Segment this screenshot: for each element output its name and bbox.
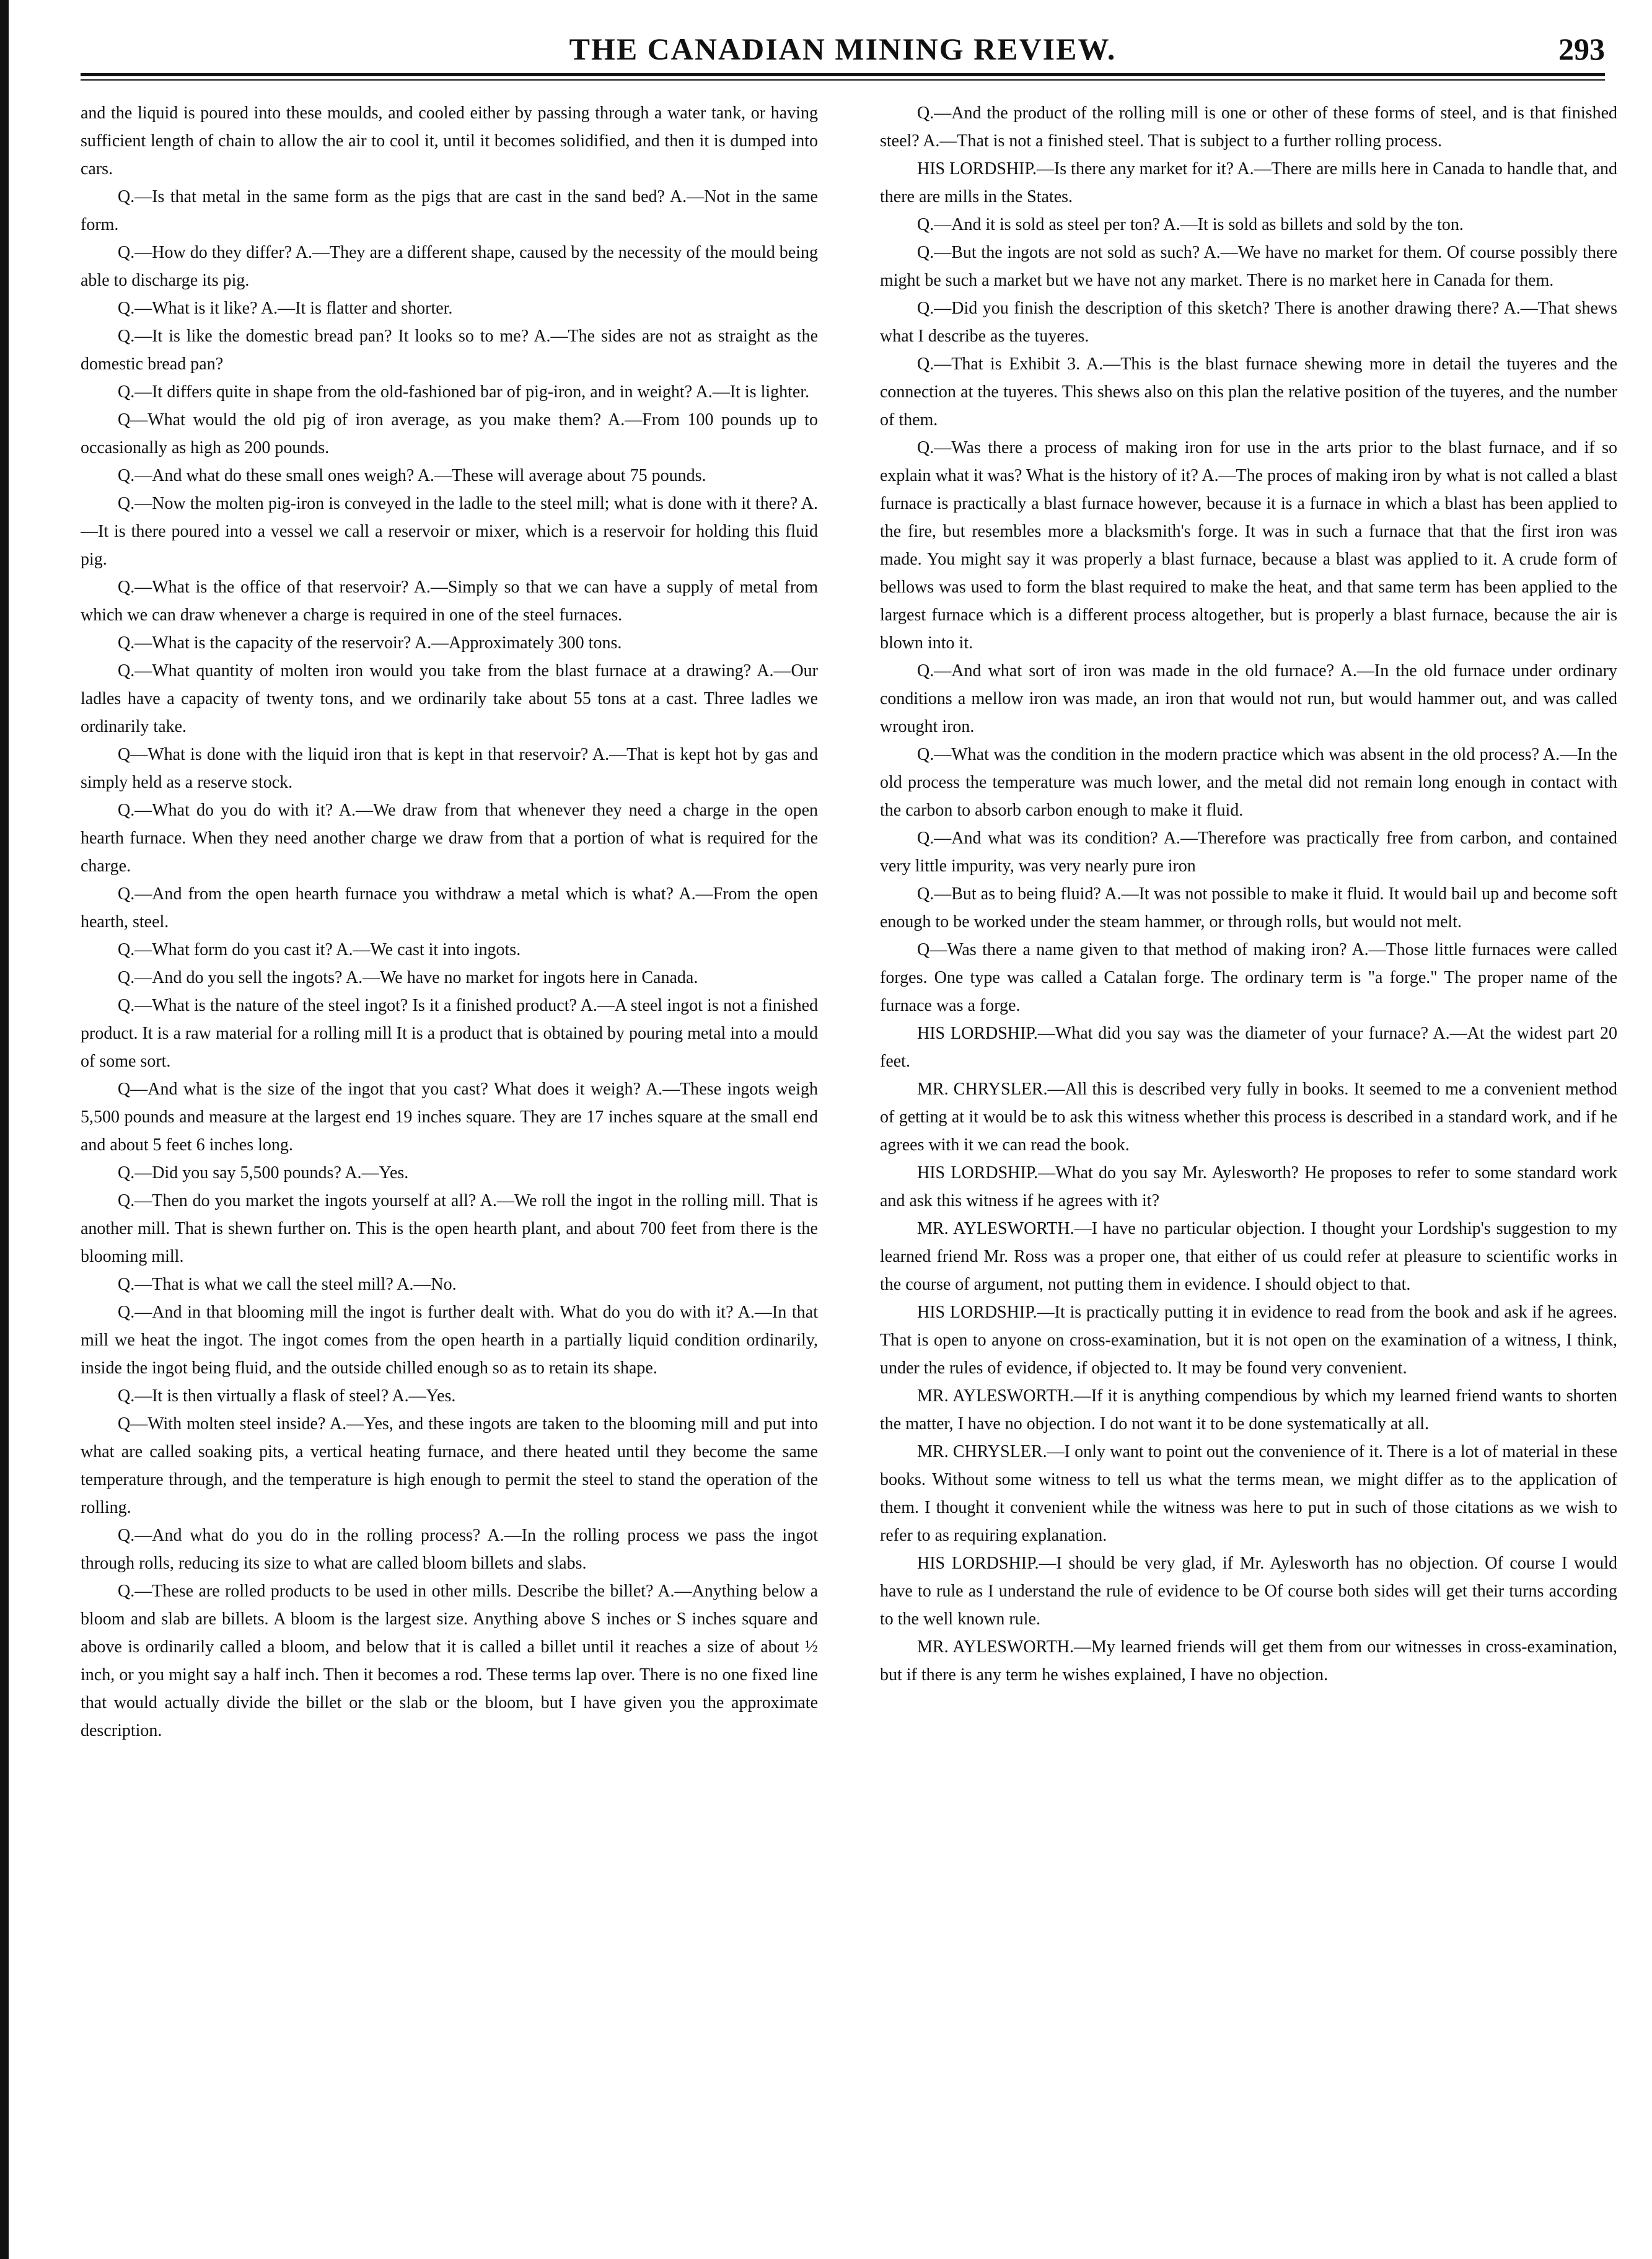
paragraph: Q.—Now the molten pig-iron is conveyed in the ladle to the steel mill; what is done with it there? A.—It is there poured into a vessel we call a reservoir or mixer, which is a reservoir for holding this fluid pig. — [81, 494, 818, 569]
paragraph: Q.—It is then virtually a flask of steel? A.—Yes. — [118, 1386, 456, 1406]
paragraph: MR. CHRYSLER.—I only want to point out the convenience of it. There is a lot of material in these books. Without some witness to tell us what the terms mean, we might differ as to the application of them. I thought it convenient while the witness was here to put in such of those citations as we wish to refer to as requiring explanation. — [880, 1442, 1617, 1545]
paragraph: Q—With molten steel inside? A.—Yes, and these ingots are taken to the blooming mill and put into what are called soaking pits, a vertical heating furnace, and there heated until they become the same temperature through, and the temperature is high enough to permit the steel to stand the operation of the rolling. — [81, 1414, 818, 1517]
paragraph: Q.—How do they differ? A.—They are a different shape, caused by the necessity of the mould being able to discharge its pig. — [81, 243, 818, 290]
paragraph: HIS LORDSHIP.—What did you say was the diameter of your furnace? A.—At the widest part 20 feet. — [880, 1024, 1617, 1071]
paragraph: MR. AYLESWORTH.—My learned friends will get them from our witnesses in cross-examination, but if there is any term he wishes explained, I have no objection. — [880, 1637, 1617, 1684]
paragraph: Q.—And what do these small ones weigh? A.—These will average about 75 pounds. — [118, 466, 706, 485]
paragraph: Q—What is done with the liquid iron that is kept in that reservoir? A.—That is kept hot by gas and simply held as a reserve stock. — [81, 745, 818, 792]
paragraph: Q.—But the ingots are not sold as such? A.—We have no market for them. Of course possibly there might be such a market but we have not any market. There is no market here in Canada for them. — [880, 243, 1617, 290]
paragraph: Q.—What is the capacity of the reservoir? A.—Approximately 300 tons. — [118, 633, 622, 653]
paragraph: Q.—Then do you market the ingots yourself at all? A.—We roll the ingot in the rolling mill. That is another mill. That is shewn further on. This is the open hearth plant, and about 700 feet from there is the blooming mill. — [81, 1191, 818, 1266]
paragraph: Q—And what is the size of the ingot that you cast? What does it weigh? A.—These ingots weigh 5,500 pounds and measure at the largest end 19 inches square. They are 17 inches square at the small end and about 5 feet 6 inches long. — [81, 1080, 818, 1155]
page-edge-rule — [0, 0, 9, 2259]
paragraph: Q.—What form do you cast it? A.—We cast it into ingots. — [118, 940, 521, 959]
paragraph: Q.—What do you do with it? A.—We draw from that whenever they need a charge in the open hearth furnace. When they need another charge we draw from that a portion of what is required for the charge. — [81, 801, 818, 876]
paragraph: Q.—It is like the domestic bread pan? It looks so to me? A.—The sides are not as straight as the domestic bread pan? — [81, 327, 818, 374]
paragraph: MR. AYLESWORTH.—If it is anything compendious by which my learned friend wants to shorten the matter, I have no objection. I do not want it to be done systematically at all. — [880, 1386, 1617, 1433]
right-column — [880, 99, 1617, 2231]
paragraph: Q.—And do you sell the ingots? A.—We have no market for ingots here in Canada. — [118, 968, 698, 987]
paragraph: Q.—And in that blooming mill the ingot is further dealt with. What do you do with it? A.—In that mill we heat the ingot. The ingot comes from the open hearth in a partially liquid condition ordinarily, inside the ingot being fluid, and the outside chilled enough so as to retain its shape. — [81, 1303, 818, 1378]
paragraph: Q.—And the product of the rolling mill is one or other of these forms of steel, and is that finished steel? A.—That is not a finished steel. That is subject to a further rolling process. — [880, 103, 1617, 151]
paragraph: Q.—Did you finish the description of this sketch? There is another drawing there? A.—That shews what I describe as the tuyeres. — [880, 299, 1617, 346]
paragraph: Q—Was there a name given to that method of making iron? A.—Those little furnaces were called forges. One type was called a Catalan forge. The ordinary term is "a forge." The proper name of the furnace was a forge. — [880, 940, 1617, 1015]
left-column — [81, 99, 818, 2231]
paragraph: Q.—It differs quite in shape from the old-fashioned bar of pig-iron, and in weight? A.—It is lighter. — [118, 382, 810, 402]
paragraph: Q.—That is Exhibit 3. A.—This is the blast furnace shewing more in detail the tuyeres and the connection at the tuyeres. This shews also on this plan the relative position of the tuyeres, and the number of them. — [880, 354, 1617, 429]
paragraph: Q.—What was the condition in the modern practice which was absent in the old process? A.—In the old process the temperature was much lower, and the metal did not remain long enough in contact with the carbon to absorb carbon enough to make it fluid. — [880, 745, 1617, 820]
paragraph: Q.—That is what we call the steel mill? A.—No. — [118, 1275, 457, 1294]
paragraph: Q.—And what sort of iron was made in the old furnace? A.—In the old furnace under ordinary conditions a mellow iron was made, an iron that would not run, but would hammer out, and was called wrought iron. — [880, 661, 1617, 736]
page-number: 293 — [1558, 32, 1605, 66]
paragraph: Q.—What is the office of that reservoir? A.—Simply so that we can have a supply of metal from which we can draw whenever a charge is required in one of the steel furnaces. — [81, 578, 818, 625]
paragraph: Q.—And it is sold as steel per ton? A.—It is sold as billets and sold by the ton. — [917, 215, 1464, 234]
paragraph: MR. CHRYSLER.—All this is described very fully in books. It seemed to me a convenient method of getting at it would be to ask this witness whether this process is described in a standard work, and if he agrees with it we can read the book. — [880, 1080, 1617, 1155]
header-rule-thick — [81, 73, 1605, 76]
paragraph: Q.—What is the nature of the steel ingot? Is it a finished product? A.—A steel ingot is not a finished product. It is a raw material for a rolling mill It is a product that is obtained by pouring metal into a mould of some sort. — [81, 996, 818, 1071]
paragraph: HIS LORDSHIP.—Is there any market for it? A.—There are mills here in Canada to handle that, and there are mills in the States. — [880, 159, 1617, 206]
paragraph: HIS LORDSHIP.—What do you say Mr. Aylesworth? He proposes to refer to some standard work and ask this witness if he agrees with it? — [880, 1163, 1617, 1210]
page-header — [81, 25, 1605, 68]
paragraph: Q—What would the old pig of iron average, as you make them? A.—From 100 pounds up to occasionally as high as 200 pounds. — [81, 410, 818, 457]
paragraph: Q.—Is that metal in the same form as the pigs that are cast in the sand bed? A.—Not in the same form. — [81, 187, 818, 234]
paragraph: Q.—And what do you do in the rolling process? A.—In the rolling process we pass the ingot through rolls, reducing its size to what are called bloom billets and slabs. — [81, 1526, 818, 1573]
paragraph: Q.—What is it like? A.—It is flatter and shorter. — [118, 299, 453, 318]
header-rule-thin — [81, 79, 1605, 81]
paragraph: MR. AYLESWORTH.—I have no particular objection. I thought your Lordship's suggestion to my learned friend Mr. Ross was a proper one, that either of us could refer at pleasure to scientific works in the course of argument, not putting them in evidence. I should object to that. — [880, 1219, 1617, 1294]
paragraph: Q.—Did you say 5,500 pounds? A.—Yes. — [118, 1163, 409, 1182]
paragraph: Q.—What quantity of molten iron would you take from the blast furnace at a drawing? A.—Our ladles have a capacity of twenty tons, and we ordinarily take about 55 tons at a cast. Three ladles we ordinarily take. — [81, 661, 818, 736]
paragraph: Q.—And from the open hearth furnace you withdraw a metal which is what? A.—From the open hearth, steel. — [81, 884, 818, 931]
paragraph: Q.—These are rolled products to be used in other mills. Describe the billet? A.—Anything below a bloom and slab are billets. A bloom is the largest size. Anything above S inches or S inches square and above is ordinarily called a bloom, and below that it is called a billet until it reaches a size of about ½ inch, or you might say a half inch. Then it becomes a rod. These terms lap over. There is no one fixed line that would actually divide the billet or the slab or the bloom, but I have given you the approximate description. — [81, 1582, 818, 1740]
paragraph: Q.—And what was its condition? A.—Therefore was practically free from carbon, and contained very little impurity, was very nearly pure iron — [880, 829, 1617, 876]
paragraph: HIS LORDSHIP.—I should be very glad, if Mr. Aylesworth has no objection. Of course I would have to rule as I understand the rule of evidence to be Of course both sides will get their turns according to the well known rule. — [880, 1554, 1617, 1629]
paragraph: Q.—But as to being fluid? A.—It was not possible to make it fluid. It would bail up and become soft enough to be worked under the steam hammer, or through rolls, but would not melt. — [880, 884, 1617, 931]
paragraph: and the liquid is poured into these moulds, and cooled either by passing through a water tank, or having sufficient length of chain to allow the air to cool it, until it becomes solidified, and then it is dumped into cars. — [81, 103, 818, 178]
journal-title: THE CANADIAN MINING REVIEW. — [569, 32, 1117, 66]
paragraph: Q.—Was there a process of making iron for use in the arts prior to the blast furnace, and if so explain what it was? What is the history of it? A.—The proces of making iron by what is not called a blast furnace is practically a blast furnace however, because it is a furnace in which a blast has been applied to the fire, but resembles more a blacksmith's forge. It was in such a furnace that that the first iron was made. You might say it was properly a blast furnace, because a blast was applied to it. A crude form of bellows was used to form the blast required to make the heat, and that same term has been applied to the largest furnace which is a different process altogether, but is properly a blast furnace, because the air is blown into it. — [880, 438, 1617, 653]
paragraph: HIS LORDSHIP.—It is practically putting it in evidence to read from the book and ask if he agrees. That is open to anyone on cross-examination, but it is not open on the examination of a witness, I think, under the rules of evidence, if objected to. It may be found very convenient. — [880, 1303, 1617, 1378]
